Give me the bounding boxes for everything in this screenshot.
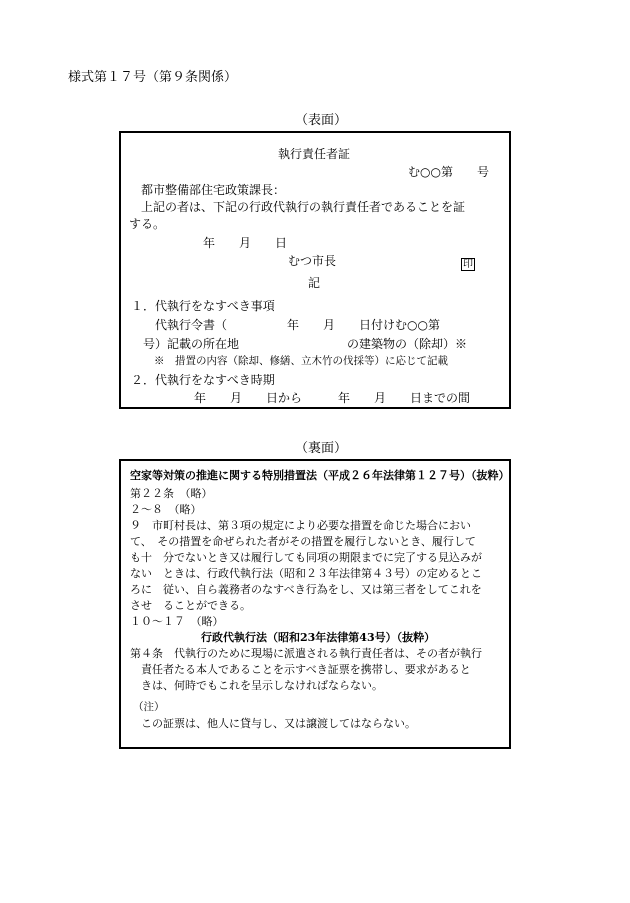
para9-line-4: ない ときは、行政代執行法（昭和２３年法律第４３号）の定めるとこ — [130, 567, 482, 580]
body-line-1: 上記の者は、下記の行政代執行の執行責任者であることを証 — [141, 200, 466, 214]
law1-title: 空家等対策の推進に関する特別措置法（平成２６年法律第１２７号）（抜粋） — [130, 469, 510, 482]
art4-line-2: 責任者たる本人であることを示すべき証票を携帯し、要求があると — [141, 663, 471, 676]
front-certificate-box — [119, 131, 511, 409]
item1-note: ※ 措置の内容（除却、修繕、立木竹の伐採等）に応じて記載 — [154, 355, 448, 367]
item2-heading: ２．代執行をなすべき時期 — [131, 373, 275, 387]
front-caption: （表面） — [295, 113, 348, 128]
para-2-8: ２～８ （略） — [130, 503, 202, 516]
addressee: 都市整備部住宅政策課長： — [141, 183, 286, 197]
item1-heading: １．代執行をなすべき事項 — [131, 299, 275, 313]
art4-line-1: 第４条 代執行のために現場に派遣される執行責任者は、その者が執行 — [130, 647, 482, 660]
ki-label: 記 — [308, 276, 321, 290]
back-caption: （裏面） — [295, 441, 348, 456]
form-number: 様式第１７号（第９条関係） — [68, 70, 238, 85]
para9-line-1: ９ 市町村長は、第３項の規定により必要な措置を命じた場合におい — [130, 519, 471, 532]
note-text: この証票は、他人に貸与し、又は譲渡してはならない。 — [141, 717, 416, 730]
item2-line1: 年 月 日から 年 月 日までの間 — [194, 391, 471, 405]
para9-line-5: ろに 従い、自ら義務者のなすべき行為をし、又は第三者をしてこれを — [130, 583, 482, 596]
article-22: 第２２条 （略） — [130, 487, 213, 500]
para9-line-2: て、 その措置を命ぜられた者がその措置を履行しないとき、履行して — [130, 535, 476, 548]
item1-line2: 号）記載の所在地 の建築物の（除却）※ — [143, 337, 468, 351]
certificate-number: む○○第 号 — [408, 165, 489, 179]
date-line: 年 月 日 — [203, 236, 288, 250]
body-line-2: する。 — [129, 217, 166, 231]
seal-label: 印 — [463, 259, 473, 270]
para9-line-6: させ ることができる。 — [130, 599, 251, 612]
para9-line-3: も十 分でないとき又は履行しても同項の期限までに完了する見込みが — [130, 551, 482, 564]
certificate-title: 執行責任者証 — [278, 147, 351, 161]
art4-line-3: きは、何時でもこれを呈示しなければならない。 — [141, 679, 383, 692]
issuer: むつ市長 — [288, 254, 337, 268]
para-10-17: １０～１７ （略） — [130, 615, 224, 628]
item1-line1: 代執行令書（ 年 月 日付けむ○○第 — [155, 318, 440, 332]
note-label: （注） — [133, 701, 165, 713]
seal-stamp — [461, 252, 475, 271]
back-legal-box — [119, 459, 511, 749]
law2-title: 行政代執行法（昭和23年法律第43号）（抜粋） — [201, 631, 436, 644]
